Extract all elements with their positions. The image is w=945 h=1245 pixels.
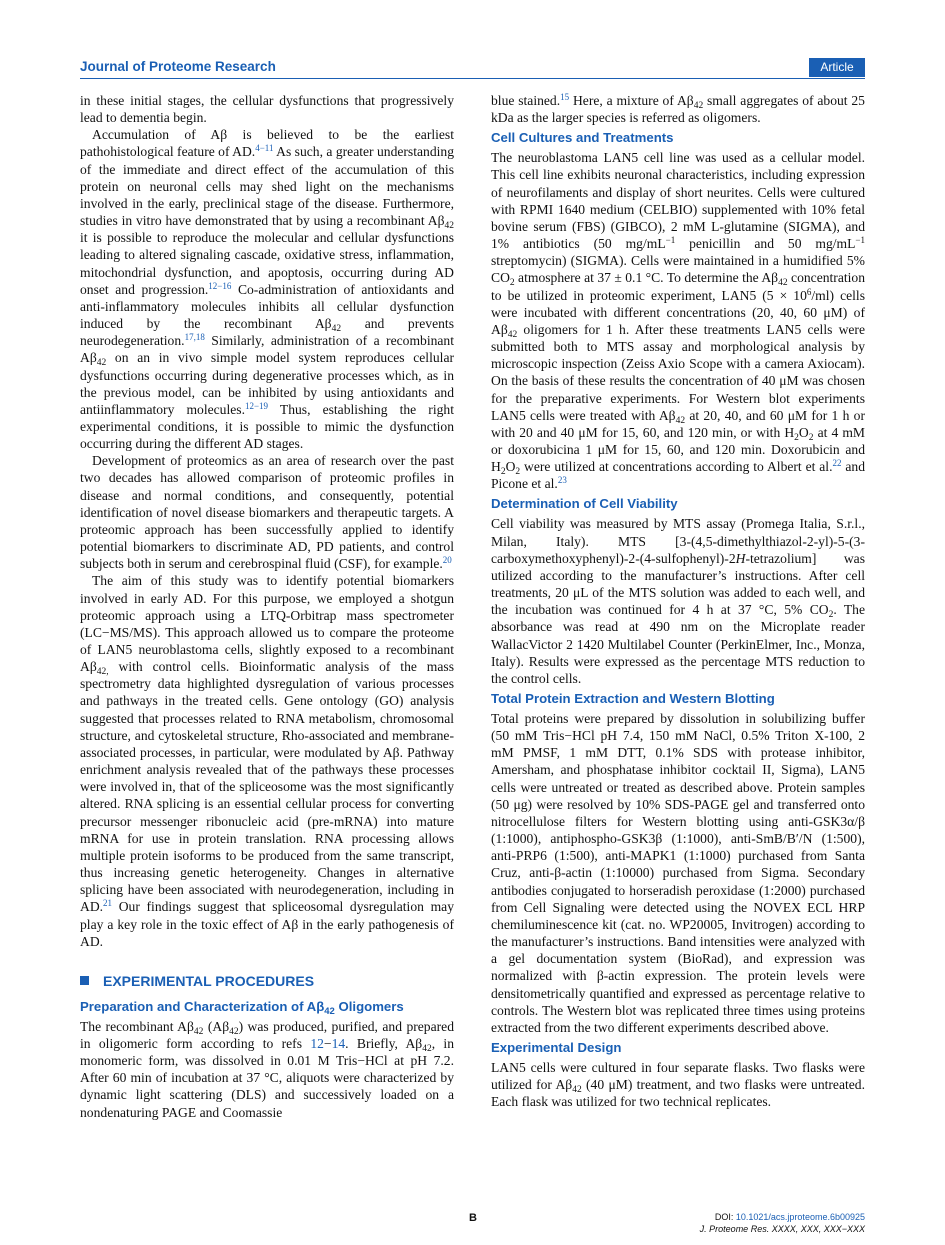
article-type-badge: Article (809, 58, 865, 77)
citation-link[interactable]: 22 (832, 458, 842, 469)
citation-link[interactable]: 12−19 (244, 400, 269, 411)
footer-doi-block: DOI: 10.1021/acs.jproteome.6b00925 J. Proteome Res. XXXX, XXX, XXX−XXX (699, 1212, 865, 1234)
left-column (80, 92, 454, 1121)
journal-citation: J. Proteome Res. XXXX, XXX, XXX−XXX (699, 1224, 865, 1234)
journal-title[interactable]: Journal of Proteome Research (80, 59, 276, 74)
paragraph-experimental-design: LAN5 cells were cultured in four separate flasks. Two flasks were utilized for $A\beta_{42}$ (40 μM) treatment, and two flasks were untreated. Each flask was utilized for two technical replicates. (491, 1059, 865, 1110)
running-header (80, 58, 865, 79)
subheading-oligomers: Preparation and Characterization of $A\beta_{42}$ Oligomers (80, 998, 404, 1017)
doi-link[interactable]: 10.1021/acs.jproteome.6b00925 (735, 1212, 865, 1222)
ref-link[interactable]: 14 (331, 1035, 346, 1051)
citation-link[interactable]: 12−16 (208, 280, 232, 291)
section-heading-experimental: EXPERIMENTAL PROCEDURES (80, 972, 454, 990)
citation-link[interactable]: 21 (103, 898, 113, 909)
paragraph-protein-extraction: Total proteins were prepared by dissolution in solubilizing buffer (50 mM Tris−HCl pH 7.4, 150 mM NaCl, 0.5% Triton X-100, 2 mM PMSF, 1 mM DTT, 0.1% SDS with protease inhibitor, Amersham, and phosphatase inhibitor cocktail II, Sigma), LAN5 cells were untreated or treated as described above. Protein samples (50 μg) were resolved by 10% SDS-PAGE gel and transferred onto nitrocellulose filters for Western blotting using anti-GSK3α/β (1:1000), antiphospho-GSK3β (1:1000), anti-SmB/B′/N (1:500), anti-PRP6 (1:500), anti-MAPK1 (1:1000) purchased from Santa Cruz, anti-β-actin (1:10000) purchased from Sigma. Secondary antibodies conjugated to horseradish peroxidase (1:2000) purchased from Cell Signaling were detected using the NOVEX ECL HRP chemiluminescence kit (cat. no. WP20005, Invitrogen) according to the manufacturer’s instructions. Band intensities were analyzed with a gel documentation system (BioRad), and expression was normalized with β-actin expression. The protein levels were densitometrically quantified and expressed as percentage relative to controls. The Western blot was replicated three times using proteins extracted from the two different experiments described above. (491, 711, 865, 1035)
paragraph-cell-viability: Cell viability was measured by MTS assay (Promega Italia, S.r.l., Milan, Italy). MTS [3-(4,5-dimethylthiazol-2-yl)-5-(3-carboxymethoxyphenyl)-2-(4-sulfophenyl)-2H-tetrazolium] was utilized according to the manufacturer’s instructions. After cell treatments, 20 μL of the MTS solution was added to each well, and the incubation was continued for 4 h at 37 °C, 5% $CO_2$. The absorbance was read at 490 nm on the Microplate reader WallacVictor 2 1420 Multilabel Counter (PerkinElmer, Inc., Monza, Italy). Results were expressed as the percentage MTS reduction to the control cells. (491, 516, 866, 686)
citation-link[interactable]: 4−11 (255, 143, 274, 154)
citation-link[interactable]: 23 (557, 475, 567, 486)
page-number: B (469, 1212, 477, 1224)
subheading-protein-extraction: Total Protein Extraction and Western Blotting (491, 691, 775, 706)
paragraph-cell-cultures: The neuroblastoma LAN5 cell line was used as a cellular model. This cell line exhibits neuronal characteristics, including expression of neurofilaments and display of short neurites. Cells were cultured with RPMI 1640 medium (CELBIO) supplemented with 10% fetal bovine serum (FBS) (GIBCO), 2 mM L-glutamine (SIGMA), and 1% antibiotics (50 $mg/mL^{-1}$ penicillin and 50 $mg/mL^{-1}$ streptomycin) (SIGMA). Cells were maintained in a humidified 5% $CO_2$ atmosphere at 37 ± 0.1 °C. To determine the $A\beta_{42}$ concentration to be utilized in proteomic experiment, LAN5 $(5 \times 10^6/ml)$ cells were incubated with different concentrations (20, 40, 60 μM) of $A\beta_{42}$ oligomers for 1 h. After these treatments LAN5 cells were submitted both to MTS assay and morphological analysis by microscopic inspection (Zeiss Axio Scope with a camera Axiocam). On the basis of these results the concentration of 40 μM was chosen for the preparative experiments. For Western blot experiments LAN5 cells were treated with $A\beta_{42}$ at 20, 40, and 60 μM for 1 h or with 20 and 40 μM for 15, 60, and 120 min, or with $H_2O_2$ at 4 mM or doxorubicina 1 μM for 15, 60, and 120 min. Doxorubicin and $H_2O_2$ were utilized at concentrations according to Albert et al.$^{22}$ and Picone et al.$^{23}$ (491, 150, 866, 492)
subheading-cell-cultures: Cell Cultures and Treatments (491, 130, 674, 146)
paragraph-intro-continued: in these initial stages, the cellular dysfunctions that progressively lead to dementia begin. (80, 93, 454, 126)
paragraph-oligomer-prep: The recombinant $A\beta_{42}$ $(A\beta_{42})$ was produced, purified, and prepared in oligomeric form according to refs 12−14. Briefly, $A\beta_{42}$, in monomeric form, was dissolved in 0.01 M Tris−HCl at pH 7.2. After 60 min of incubation at 37 °C, aliquots were characterized by dynamic light scattering (DLS) and successively loaded on a nondenaturing PAGE and Coomassie (80, 1018, 454, 1120)
section-square-icon (80, 976, 89, 985)
paragraph-aim: The aim of this study was to identify potential biomarkers involved in early AD. For this purpose, we employed a shotgun proteomic approach using a LTQ-Orbitrap mass spectrometer (LC−MS/MS). This approach allowed us to compare the proteome of LAN5 neuroblastoma cells, slightly exposed to a recombinant $A\beta_{42,}$ with control cells. Bioinformatic analysis of the mass spectrometry data highlighted dysregulation of various processes and pathways in the treated cells. Gene ontology (GO) analysis suggested that processes related to RNA metabolism, chromosomal structure, and cytoskeletal structure, Rho-associated and membrane-associated processes, in particular, were modulated by Aβ. Pathway enrichment analysis revealed that of the pathways these processes were involved in, that of the spliceosome was the most significantly altered. RNA splicing is an essential cellular process for converting precursor messenger ribonucleic acid (pre-mRNA) into mature mRNA for use in protein translation. RNA processing allows multiple protein isoforms to be produced from the same transcript, thus increasing genetic heterogeneity. Changes in alternative splicing have been associated with neurodegeneration, including in AD.$^{21}$ Our findings suggest that spliceosomal dysregulation may play a key role in the toxic effect of Aβ in the early pathogenesis of AD. (80, 573, 454, 949)
subheading-experimental-design: Experimental Design (491, 1039, 622, 1055)
citation-link[interactable]: 17,18 (184, 332, 205, 343)
paragraph-oligomer-continued: blue stained.$^{15}$ Here, a mixture of $A\beta_{42}$ small aggregates of about 25 kDa as the larger species is referred as oligomers. (491, 92, 865, 126)
right-column (491, 92, 865, 1110)
subheading-cell-viability: Determination of Cell Viability (491, 496, 678, 512)
paragraph-proteomics: Development of proteomics as an area of research over the past two decades has allowed comparison of proteomic profiles in disease and normal conditions, and consequently, potential identification of novel disease biomarkers and therapeutic targets. A proteomic approach has been successfully applied to identify potential biomarkers to discriminate AD, PD patients, and control subjects both in serum and cerebrospinal fluid (CSF), for example.$^{20}$ (80, 453, 454, 572)
citation-link[interactable]: 20 (442, 555, 452, 566)
citation-link[interactable]: 15 (560, 92, 570, 102)
paragraph-abeta-accumulation: Accumulation of Aβ is believed to be the earliest pathohistological feature of AD.$^{4-11}$ As such, a greater understanding of the immediate and direct effect of the accumulation of this protein on neuronal cells may shed light on the mechanisms involved in the early, preclinical stage of the disease. Furthermore, studies in vitro have demonstrated that by using a recombinant $A\beta_{42}$ it is possible to reproduce the molecular and cellular dysfunctions leading to altered signaling cascade, oxidative stress, inflammation, mitochondrial dysfunction, and apoptosis, occurring during AD onset and progression.$^{12-16}$ Co-administration of antioxidants and anti-inflammatory molecules inhibits all cellular dysfunction induced by the recombinant $A\beta_{42}$ and prevents neurodegeneration.$^{17,18}$ Similarly, administration of a recombinant $A\beta_{42}$ on an in vivo simple model system reproduces cellular dysfunctions occurring during degenerative processes which, as in the previous model, can be inhibited by using antioxidants and antiinflammatory molecules.$^{12-19}$ Thus, establishing the right experimental conditions, it is possible to mimic the dysfunction occurring during the different AD stages. (80, 127, 454, 452)
ref-link[interactable]: 12 (310, 1035, 324, 1051)
